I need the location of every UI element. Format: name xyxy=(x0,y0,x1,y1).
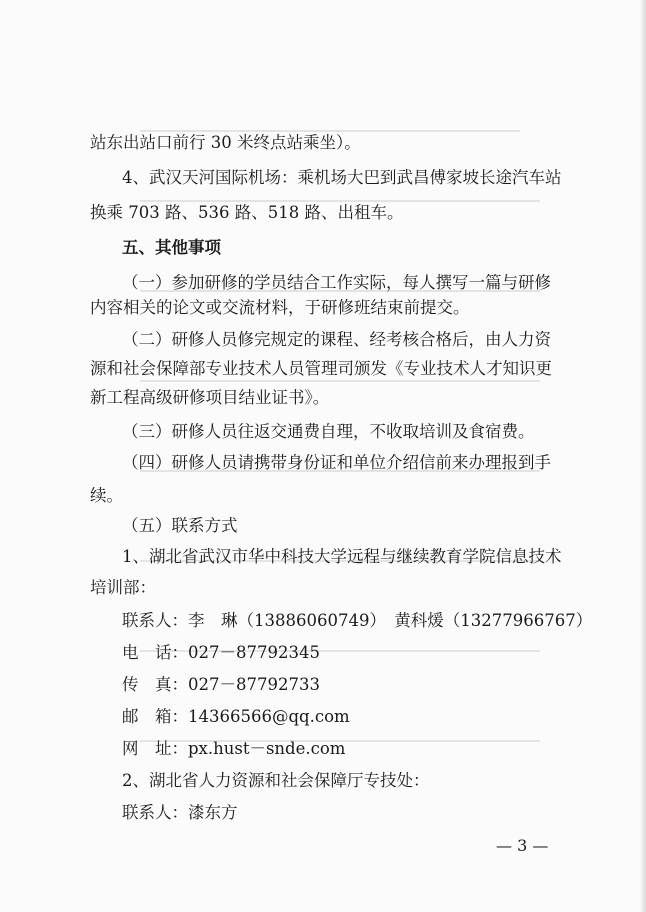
body-line: 新工程高级研修项目结业证书》。 xyxy=(90,388,330,407)
page-number: — 3 — xyxy=(496,836,549,855)
contact-person-line: 联系人：漆东方 xyxy=(122,803,238,822)
fax-line: 传 真：027－87792733 xyxy=(122,675,320,694)
body-line: 1、湖北省武汉市华中科技大学远程与继续教育学院信息技术 xyxy=(122,547,562,566)
section-heading: 五、其他事项 xyxy=(122,238,221,257)
website-line: 网 址：px.hust－snde.com xyxy=(122,739,346,758)
body-line: （三）研修人员往返交通费自理，不收取培训及食宿费。 xyxy=(122,422,535,441)
contact-person-line: 联系人：李 琳（13886060749） 黄科煖（13277966767） xyxy=(122,611,593,630)
body-line: （四）研修人员请携带身份证和单位介绍信前来办理报到手 xyxy=(122,453,551,472)
body-line: 站东出站口前行 30 米终点站乘坐）。 xyxy=(90,133,361,152)
body-line: 2、湖北省人力资源和社会保障厅专技处： xyxy=(122,771,430,790)
body-line: 4、武汉天河国际机场：乘机场大巴到武昌傅家坡长途汽车站 xyxy=(122,168,562,187)
email-line: 邮 箱：14366566@qq.com xyxy=(122,707,350,726)
body-line: 内容相关的论文或交流材料，于研修班结束前提交。 xyxy=(90,298,470,317)
section-heading: （五）联系方式 xyxy=(122,516,238,535)
body-line: 培训部： xyxy=(90,578,156,597)
body-line: （一）参加研修的学员结合工作实际，每人撰写一篇与研修 xyxy=(122,273,551,292)
body-line: （二）研修人员修完规定的课程、经考核合格后，由人力资 xyxy=(122,330,551,349)
body-line: 源和社会保障部专业技术人员管理司颁发《专业技术人才知识更 xyxy=(90,359,552,378)
body-line: 续。 xyxy=(90,486,123,505)
body-line: 换乘 703 路、536 路、518 路、出租车。 xyxy=(90,203,404,222)
phone-line: 电 话：027－87792345 xyxy=(122,643,320,662)
